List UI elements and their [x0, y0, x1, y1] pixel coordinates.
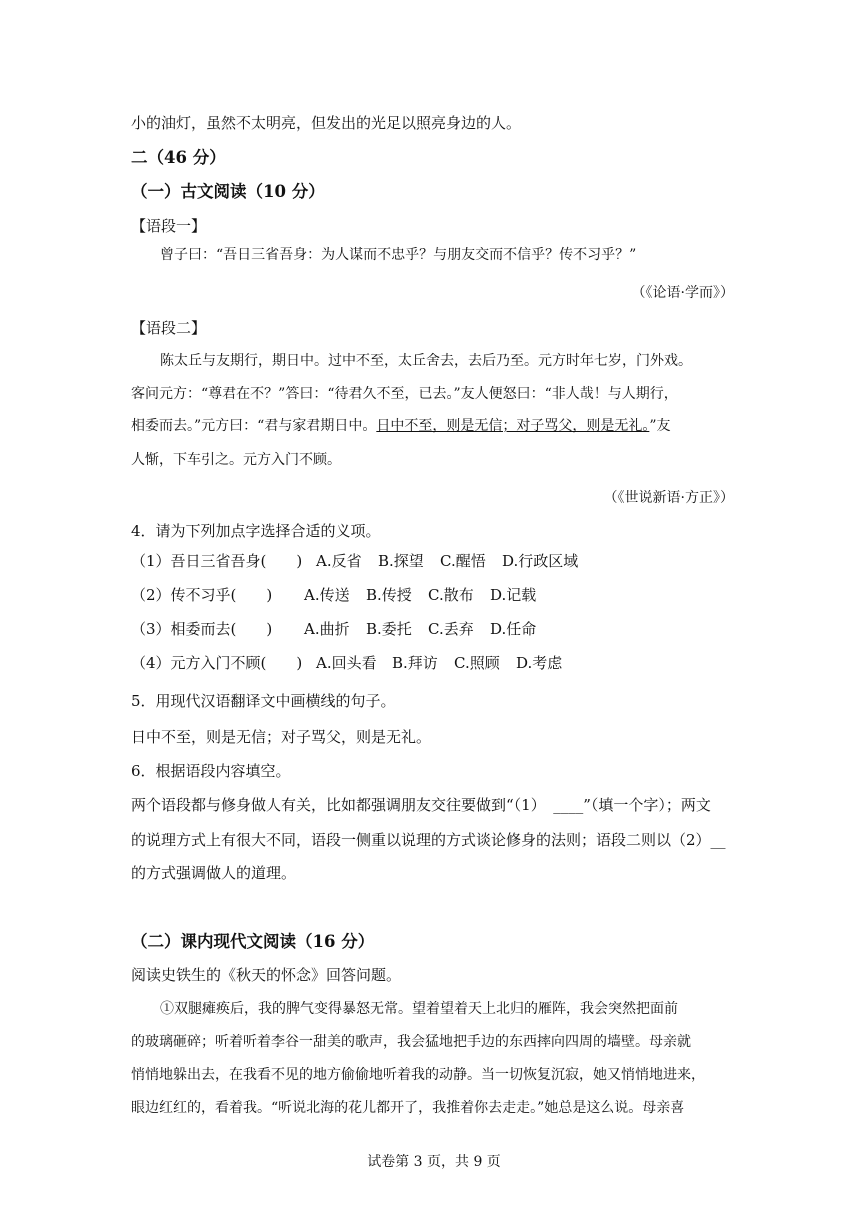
text-line: 小的油灯，虽然不太明亮，但发出的光足以照亮身边的人。 [131, 114, 522, 132]
section-heading: 二（46 分） [131, 148, 226, 167]
passage-segment: 相委而去。”元方曰：“君与家君期日中。 [131, 418, 377, 434]
option: C.醒悟 [440, 552, 486, 570]
option: C.照顾 [454, 654, 500, 672]
item-stem: （2）传不习乎( ) [131, 586, 273, 604]
option: B.传授 [366, 586, 412, 604]
item-stem: （4）元方入门不顾( ) [131, 654, 303, 672]
option: A.传送 [304, 586, 350, 604]
option: A.回头看 [316, 654, 377, 672]
question-item [131, 584, 536, 606]
question-title: 6．根据语段内容填空。 [131, 762, 291, 780]
page-footer: 试卷第 3 页，共 9 页 [367, 1154, 501, 1170]
item-stem: （1）吾日三省吾身( ) [131, 552, 303, 570]
source-citation: （《论语·学而》） [631, 285, 734, 301]
subsection-heading: （一）古文阅读（10 分） [131, 182, 325, 201]
question-title: 5．用现代汉语翻译文中画横线的句子。 [131, 692, 396, 710]
option: C.散布 [428, 586, 474, 604]
option: A.反省 [316, 552, 362, 570]
passage-text: 的玻璃砸碎；听着听着李谷一甜美的歌声，我会猛地把手边的东西摔向四周的墙壁。母亲就 [131, 1034, 691, 1050]
passage-text: 客问元方：“尊君在不？”答曰：“待君久不至，已去。”友人便怒曰：“非人哉！与人期行， [131, 386, 678, 402]
passage-label: 【语段二】 [131, 319, 207, 337]
option: D.行政区域 [502, 552, 579, 570]
passage-text: 曾子曰：“吾日三省吾身：为人谋而不忠乎？与朋友交而不信乎？传不习乎？” [160, 247, 637, 263]
passage-text [131, 415, 671, 437]
option: A.曲折 [304, 620, 350, 638]
option: B.探望 [378, 552, 424, 570]
text-line: 日中不至，则是无信；对子骂父，则是无礼。 [131, 728, 432, 746]
passage-text: ①双腿瘫痪后，我的脾气变得暴怒无常。望着望着天上北归的雁阵，我会突然把面前 [160, 1001, 678, 1017]
option: D.考虑 [516, 654, 563, 672]
passage-text: 人惭，下车引之。元方入门不顾。 [131, 452, 341, 468]
text-line: 阅读史铁生的《秋天的怀念》回答问题。 [131, 966, 402, 984]
question-title: 4．请为下列加点字选择合适的义项。 [131, 522, 381, 540]
question-item [131, 618, 536, 640]
option: C.丢弃 [428, 620, 474, 638]
subsection-heading: （二）课内现代文阅读（16 分） [131, 932, 375, 951]
passage-label: 【语段一】 [131, 217, 207, 235]
source-citation: （《世说新语·方正》） [603, 490, 734, 506]
option: B.拜访 [392, 654, 438, 672]
option: D.任命 [490, 620, 537, 638]
question-item [131, 652, 562, 674]
passage-text: 眼边红红的，看着我。“听说北海的花儿都开了，我推着你去走走。”她总是这么说。母亲喜 [131, 1100, 685, 1116]
text-line: 的方式强调做人的道理。 [131, 864, 297, 882]
item-stem: （3）相委而去( ) [131, 620, 273, 638]
text-line: 的说理方式上有很大不同，语段一侧重以说理的方式谈论修身的法则；语段二则以（2）__ [131, 831, 726, 849]
underlined-sentence: 日中不至，则是无信；对子骂父，则是无礼。 [376, 418, 650, 434]
passage-text: 陈太丘与友期行，期日中。过中不至，太丘舍去，去后乃至。元方时年七岁，门外戏。 [160, 353, 692, 369]
passage-segment: ”友 [649, 418, 671, 434]
text-line: 两个语段都与修身做人有关，比如都强调朋友交往要做到“（1） ____”（填一个字）；两文 [131, 796, 711, 814]
passage-text: 悄悄地躲出去，在我看不见的地方偷偷地听着我的动静。当一切恢复沉寂，她又悄悄地进来， [131, 1067, 705, 1083]
option: D.记载 [490, 586, 537, 604]
question-item [131, 550, 578, 572]
option: B.委托 [366, 620, 412, 638]
